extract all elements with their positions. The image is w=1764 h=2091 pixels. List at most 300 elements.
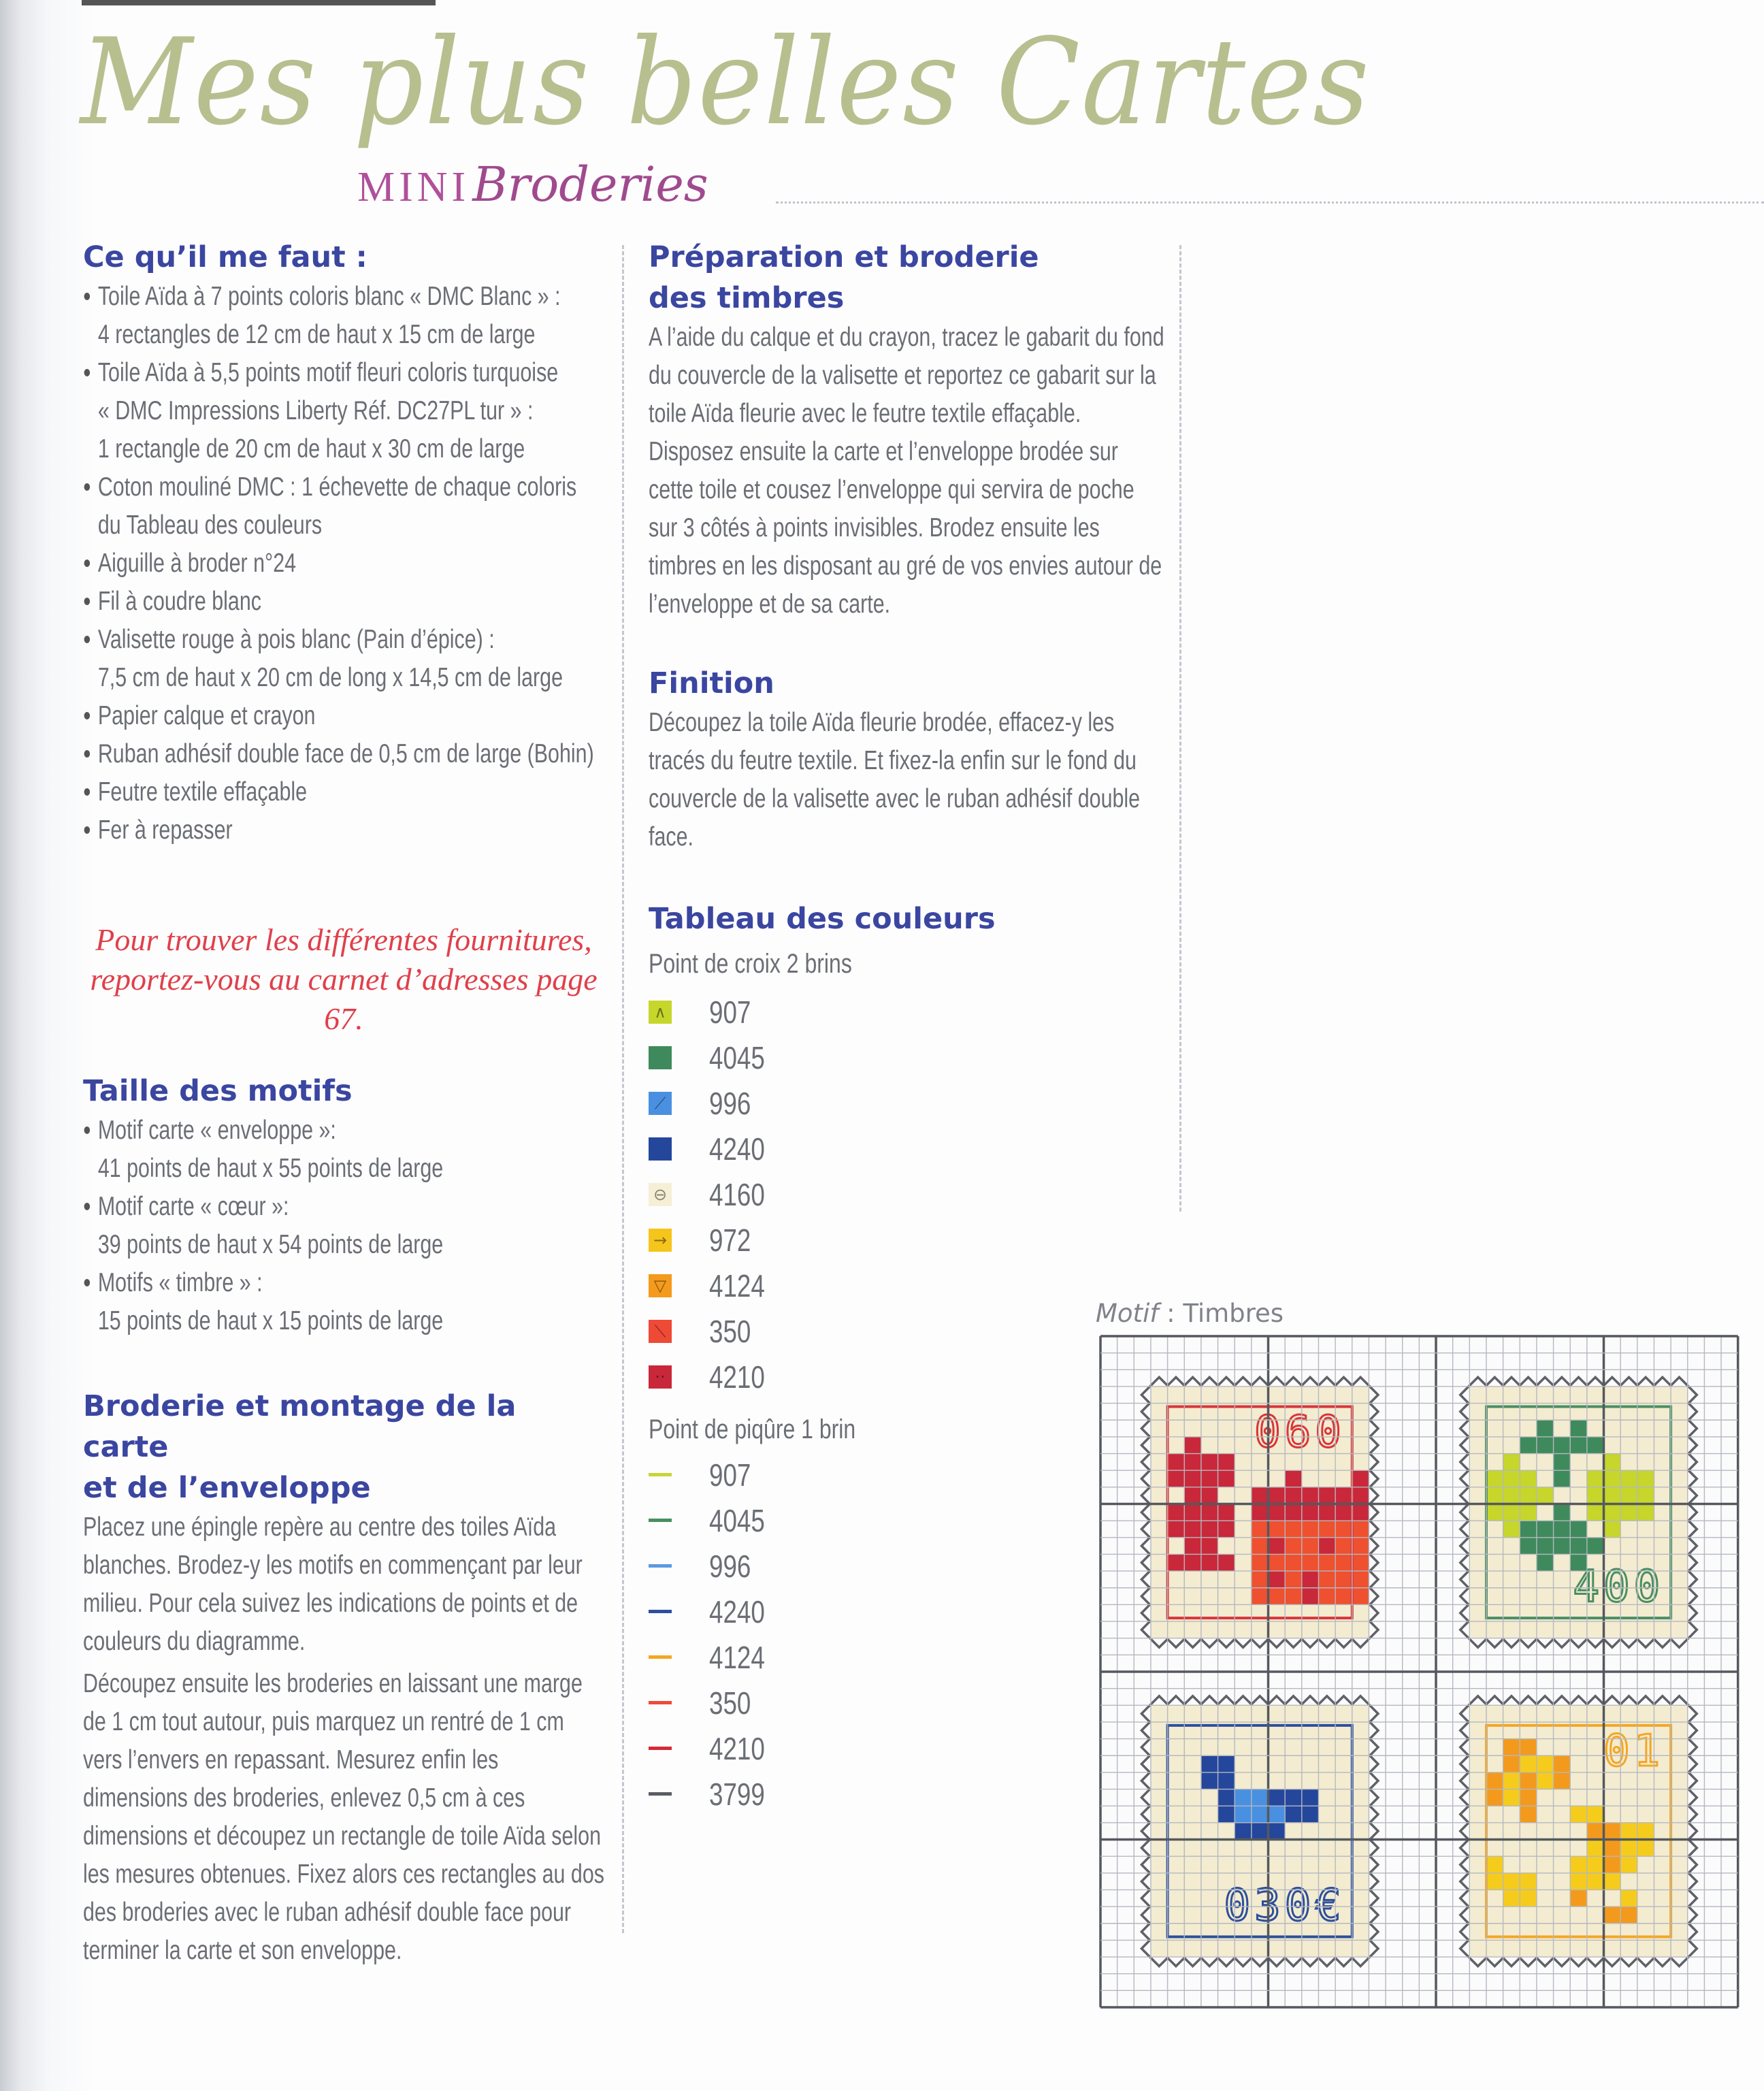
stitch-cell [1637,1420,1654,1437]
stitch-cell [1671,1873,1688,1890]
stitch-cell [1570,1806,1587,1823]
stitch-cell [1486,1420,1503,1437]
stitch-cell [1554,1940,1571,1957]
stitch-cell [1201,1890,1218,1907]
stitch-cell [1469,1387,1486,1404]
stitch-cell [1671,1907,1688,1924]
cross-legend-row [649,1308,1125,1354]
stitch-cell [1302,1739,1319,1756]
stitch-cell [1587,1789,1604,1806]
stitch-cell [1620,1856,1637,1873]
stitch-cell [1604,1705,1621,1722]
stitch-cell [1570,1420,1587,1437]
stitch-cell [1654,1840,1671,1857]
stitch-cell [1168,1470,1185,1487]
stitch-cell [1302,1538,1319,1555]
stitch-cell [1218,1823,1235,1840]
stitch-cell [1151,1538,1168,1555]
clover-stamp-label: 400 [1573,1561,1665,1612]
montage-paragraph-2: Découpez ensuite les broderies en laissant une marge de 1 cm tout autour, puis marquez un rentré de 1 cm vers l’envers en repassant. Mesurez enfin les dimensions des broderies, enlevez 0,5 cm à ces dimensions et découpez un rectangle de toile Aïda selon les mesures obtenues. Fixez alors ces rectangles au dos des broderies avec le ruban adhésif double face pour terminer la carte et son enveloppe. [83,1669,604,1965]
supply-item [83,697,606,735]
stitch-cell [1671,1404,1688,1421]
stitch-cell [1302,1521,1319,1538]
cross-legend-row [649,1217,1125,1263]
color-swatch-icon: ·· [649,1365,672,1389]
stitch-cell [1520,1538,1537,1555]
stitch-cell [1486,1571,1503,1588]
stitch-cell [1654,1823,1671,1840]
stitch-cell [1620,1823,1637,1840]
stitch-cell [1218,1454,1235,1471]
stitch-cell [1235,1823,1252,1840]
backstitch-line-icon [649,1655,672,1659]
stitch-cell [1570,1521,1587,1538]
stitch-cell [1537,1907,1554,1924]
stitch-cell [1168,1554,1185,1571]
finition-section [649,663,1166,856]
stitch-cell [1218,1856,1235,1873]
stitch-cell [1604,1470,1621,1487]
stitch-cell [1184,1907,1201,1924]
stitch-cell [1201,1739,1218,1756]
stitch-cell [1469,1940,1486,1957]
stitch-cell [1503,1588,1520,1605]
stitch-cell [1637,1823,1654,1840]
stitch-cell [1587,1437,1604,1454]
stitch-cell [1168,1571,1185,1588]
stitch-cell [1335,1538,1352,1555]
stitch-cell [1620,1521,1637,1538]
stitch-cell [1486,1772,1503,1789]
stitch-cell [1285,1504,1302,1521]
stitch-cell [1252,1940,1269,1957]
stitch-cell [1604,1454,1621,1471]
stitch-cell [1503,1571,1520,1588]
stitch-cell [1637,1907,1654,1924]
preparation-section [649,237,1166,623]
stitch-cell [1486,1470,1503,1487]
stitch-cell [1335,1940,1352,1957]
stitch-cell [1252,1789,1269,1806]
stitch-cell [1520,1588,1537,1605]
stitch-cell [1285,1521,1302,1538]
stitch-cell [1486,1873,1503,1890]
stitch-cell [1201,1806,1218,1823]
stitch-cell [1168,1487,1185,1504]
stitch-cell [1184,1739,1201,1756]
stitch-cell [1151,1924,1168,1941]
stitch-cell [1654,1806,1671,1823]
stitch-cell [1587,1772,1604,1789]
color-swatch-icon: ∧ [649,1001,672,1024]
stitch-cell [1285,1571,1302,1588]
stitch-cell [1285,1755,1302,1772]
color-swatch-icon: → [649,1229,672,1252]
stitch-cell [1168,1755,1185,1772]
stitch-cell [1520,1621,1537,1638]
stitch-cell [1503,1521,1520,1538]
stitch-cell [1285,1940,1302,1957]
stitch-cell [1620,1437,1637,1454]
stitch-cell [1201,1538,1218,1555]
stitch-cell [1302,1705,1319,1722]
stitch-cell [1352,1823,1369,1840]
stitch-cell [1503,1840,1520,1857]
stitch-cell [1554,1806,1571,1823]
preparation-heading-line-1: Préparation et broderie [649,240,1039,274]
stitch-cell [1570,1789,1587,1806]
stitch-cell [1151,1789,1168,1806]
stitch-cell [1335,1521,1352,1538]
stitch-cell [1554,1789,1571,1806]
stitch-cell [1469,1487,1486,1504]
stitch-cell [1201,1772,1218,1789]
stitch-cell [1486,1907,1503,1924]
stitch-cell [1151,1940,1168,1957]
size-item-line: 41 points de haut x 55 points de large [97,1154,444,1183]
stitch-cell [1269,1789,1286,1806]
stitch-cell [1654,1538,1671,1555]
stitch-cell [1151,1907,1168,1924]
stitch-cell [1151,1554,1168,1571]
color-code: 4045 [709,1502,765,1538]
stitch-cell [1218,1789,1235,1806]
stitch-cell [1218,1840,1235,1857]
cross-stitch-chart [1089,1327,1756,2028]
stitch-cell [1570,1739,1587,1756]
stitch-cell [1269,1940,1286,1957]
stitch-cell [1637,1789,1654,1806]
supply-item-line: Valisette rouge à pois blanc (Pain d’épice) : [97,625,495,654]
stitch-cell [1537,1554,1554,1571]
stitch-cell [1335,1470,1352,1487]
stitch-cell [1352,1856,1369,1873]
stitch-cell [1352,1772,1369,1789]
stitch-cell [1570,1873,1587,1890]
stitch-cell [1620,1504,1637,1521]
stitch-cell [1269,1705,1286,1722]
stitch-cell [1469,1924,1486,1941]
stitch-cell [1352,1722,1369,1739]
stitch-cell [1269,1856,1286,1873]
stitch-cell [1587,1454,1604,1471]
stitch-cell [1469,1705,1486,1722]
stitch-cell [1503,1772,1520,1789]
supply-item-line: Toile Aïda à 5,5 points motif fleuri coloris turquoise [97,358,559,387]
stitch-cell [1151,1470,1168,1487]
stitch-cell [1252,1538,1269,1555]
supply-item [83,773,606,811]
stitch-cell [1671,1806,1688,1823]
stitch-cell [1671,1621,1688,1638]
supply-item-line: Feutre textile effaçable [97,777,308,807]
supply-item-line: 4 rectangles de 12 cm de haut x 15 cm de large [97,320,536,349]
stitch-cell [1235,1420,1252,1437]
stitch-cell [1520,1739,1537,1756]
stitch-cell [1302,1772,1319,1789]
stitch-cell [1352,1604,1369,1621]
stitch-cell [1587,1840,1604,1857]
stitch-cell [1235,1487,1252,1504]
stitch-cell [1537,1504,1554,1521]
stitch-cell [1352,1470,1369,1487]
stitch-cell [1520,1487,1537,1504]
stitch-cell [1285,1621,1302,1638]
finition-heading: Finition [649,666,774,700]
stitch-cell [1469,1504,1486,1521]
stitch-cell [1184,1470,1201,1487]
subtitle-broderies: Broderies [472,157,708,212]
stitch-cell [1537,1420,1554,1437]
stitch-cell [1168,1437,1185,1454]
stitch-cell [1469,1789,1486,1806]
stitch-cell [1671,1856,1688,1873]
stitch-cell [1235,1621,1252,1638]
stitch-cell [1637,1940,1654,1957]
stitch-cell [1184,1521,1201,1538]
stitch-cell [1503,1387,1520,1404]
stitch-cell [1486,1538,1503,1555]
backstitch-line-icon [649,1564,672,1568]
sizes-list [83,1112,606,1340]
supply-item-line: 1 rectangle de 20 cm de haut x 30 cm de large [97,434,525,464]
stitch-cell [1184,1487,1201,1504]
stitch-cell [1537,1806,1554,1823]
stitch-cell [1587,1890,1604,1907]
stitch-cell [1620,1789,1637,1806]
stitch-cell [1554,1437,1571,1454]
stitch-cell [1352,1487,1369,1504]
stitch-cell [1285,1772,1302,1789]
stitch-cell [1168,1789,1185,1806]
stitch-cell [1486,1521,1503,1538]
stitch-cell [1269,1554,1286,1571]
stitch-cell [1335,1772,1352,1789]
supplies-note [75,920,612,1039]
stitch-cell [1151,1856,1168,1873]
stitch-cell [1570,1621,1587,1638]
finition-paragraph: Découpez la toile Aïda fleurie brodée, effacez-y les tracés du feutre textile. Et fixez-la enfin sur le fond du couvercle de la valisette avec le ruban adhésif double face. [649,708,1141,852]
stitch-cell [1335,1504,1352,1521]
stitch-cell [1637,1487,1654,1504]
stitch-cell [1671,1571,1688,1588]
stitch-cell [1570,1772,1587,1789]
stitch-cell [1218,1538,1235,1555]
stitch-cell [1570,1755,1587,1772]
stitch-cell [1604,1387,1621,1404]
stitch-cell [1168,1873,1185,1890]
stitch-cell [1520,1504,1537,1521]
supply-item-line: Papier calque et crayon [97,701,316,730]
stitch-cell [1503,1856,1520,1873]
stitch-cell [1235,1504,1252,1521]
stitch-cell [1654,1387,1671,1404]
stitch-cell [1352,1454,1369,1471]
stitch-cell [1469,1437,1486,1454]
stitch-cell [1537,1873,1554,1890]
stitch-cell [1302,1504,1319,1521]
stitch-cell [1201,1454,1218,1471]
stitch-cell [1604,1940,1621,1957]
stitch-cell [1469,1521,1486,1538]
stitch-cell [1537,1621,1554,1638]
stitch-cell [1537,1487,1554,1504]
stitch-cell [1671,1739,1688,1756]
stitch-cell [1168,1806,1185,1823]
stitch-cell [1218,1772,1235,1789]
stitch-cell [1352,1739,1369,1756]
stitch-cell [1469,1890,1486,1907]
stitch-cell [1604,1890,1621,1907]
color-code: 350 [709,1685,751,1721]
stitch-cell [1570,1907,1587,1924]
stitch-cell [1252,1571,1269,1588]
stitch-cell [1168,1521,1185,1538]
page-top-edge [82,0,436,5]
stitch-cell [1620,1487,1637,1504]
stitch-cell [1201,1789,1218,1806]
stitch-cell [1168,1940,1185,1957]
stitch-cell [1201,1840,1218,1857]
backstitch-legend-row [649,1497,1125,1543]
stitch-cell [1503,1940,1520,1957]
stitch-cell [1252,1521,1269,1538]
stitch-cell [1469,1840,1486,1857]
stitch-cell [1352,1588,1369,1605]
stitch-cell [1335,1621,1352,1638]
cross-legend-row [649,1171,1125,1217]
stitch-cell [1486,1554,1503,1571]
backstitch-line-icon [649,1610,672,1613]
stitch-cell [1302,1789,1319,1806]
stitch-cell [1604,1420,1621,1437]
stitch-cell [1671,1538,1688,1555]
stitch-cell [1620,1538,1637,1555]
stitch-cell [1302,1470,1319,1487]
stitch-cell [1218,1504,1235,1521]
stitch-cell [1469,1454,1486,1471]
stitch-cell [1604,1437,1621,1454]
stitch-cell [1318,1538,1335,1555]
stitch-cell [1151,1420,1168,1437]
stitch-cell [1285,1387,1302,1404]
stitch-cell [1201,1705,1218,1722]
stitch-cell [1184,1873,1201,1890]
stitch-cell [1503,1890,1520,1907]
stitch-cell [1587,1521,1604,1538]
stitch-cell [1520,1437,1537,1454]
stitch-cell [1570,1940,1587,1957]
stitch-cell [1184,1538,1201,1555]
stitch-cell [1537,1538,1554,1555]
stitch-cell [1554,1387,1571,1404]
stitch-cell [1486,1487,1503,1504]
stitch-cell [1537,1470,1554,1487]
stitch-cell [1201,1940,1218,1957]
stitch-cell [1671,1823,1688,1840]
stitch-cell [1318,1789,1335,1806]
supply-item-line: Fer à repasser [97,815,233,845]
stitch-cell [1587,1504,1604,1521]
bird-stamp-label: 030€ [1224,1880,1345,1931]
backstitch-line-icon [649,1792,672,1796]
stitch-cell [1318,1470,1335,1487]
stitch-cell [1486,1454,1503,1471]
size-item [83,1112,606,1188]
left-column [83,237,607,849]
stitch-cell [1469,1806,1486,1823]
stitch-cell [1604,1823,1621,1840]
stitch-cell [1469,1722,1486,1739]
stitch-cell [1352,1873,1369,1890]
stitch-cell [1151,1755,1168,1772]
stitch-cell [1654,1504,1671,1521]
stitch-cell [1503,1454,1520,1471]
stitch-cell [1201,1420,1218,1437]
stitch-cell [1671,1420,1688,1437]
stitch-cell [1554,1621,1571,1638]
stitch-cell [1168,1504,1185,1521]
stitch-cell [1151,1705,1168,1722]
stitch-cell [1554,1739,1571,1756]
stitch-cell [1352,1924,1369,1941]
stitch-cell [1352,1621,1369,1638]
stitch-cell [1520,1470,1537,1487]
stitch-cell [1269,1571,1286,1588]
stitch-cell [1503,1907,1520,1924]
color-swatch-icon: ▽ [649,1274,672,1297]
stitch-cell [1570,1890,1587,1907]
stitch-cell [1318,1504,1335,1521]
stitch-cell [1554,1705,1571,1722]
stitch-cell [1218,1487,1235,1504]
stitch-cell [1503,1420,1520,1437]
stitch-cell [1604,1806,1621,1823]
stitch-cell [1520,1873,1537,1890]
stitch-cell [1151,1487,1168,1504]
stitch-cell [1604,1907,1621,1924]
stitch-cell [1168,1705,1185,1722]
stitch-cell [1302,1823,1319,1840]
stitch-cell [1285,1856,1302,1873]
stitch-cell [1218,1739,1235,1756]
stitch-cell [1469,1404,1486,1421]
stitch-cell [1269,1621,1286,1638]
stitch-cell [1252,1705,1269,1722]
stitch-cell [1285,1789,1302,1806]
stitch-cell [1637,1873,1654,1890]
stitch-cell [1352,1571,1369,1588]
size-item [83,1188,606,1264]
stitch-cell [1285,1823,1302,1840]
chart-caption-title: Timbres [1183,1299,1284,1328]
stitch-cell [1604,1521,1621,1538]
sizes-section [83,1071,607,1340]
stitch-cell [1335,1487,1352,1504]
color-code: 907 [709,1457,751,1493]
stitch-cell [1671,1840,1688,1857]
color-code: 4240 [709,1593,765,1630]
stitch-cell [1671,1924,1688,1941]
stitch-cell [1184,1588,1201,1605]
stitch-cell [1537,1454,1554,1471]
stitch-cell [1620,1907,1637,1924]
backstitch-legend-row [649,1680,1125,1725]
stitch-cell [1537,1890,1554,1907]
stitch-cell [1637,1856,1654,1873]
column-divider-left [622,245,624,1933]
montage-paragraph-1: Placez une épingle repère au centre des toiles Aïda blanches. Brodez-y les motifs en commençant par leur milieu. Pour cela suivez les indications de points et de couleurs du diagramme. [83,1512,583,1656]
